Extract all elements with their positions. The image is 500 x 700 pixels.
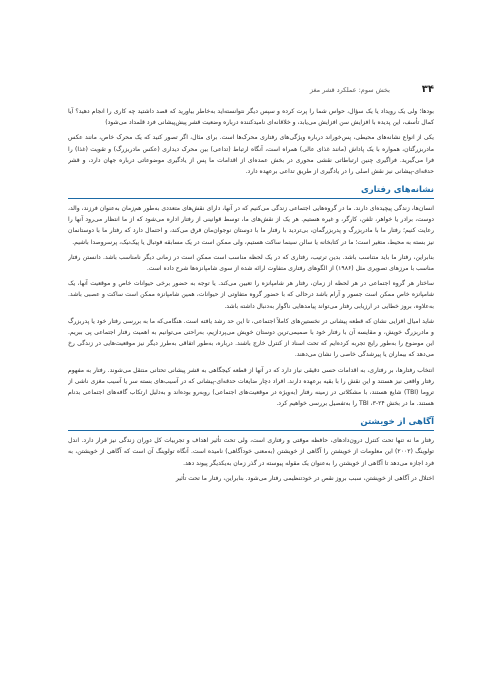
paragraph: اختلال در آگاهی از خویشتن، سبب بروز نقص در خودتنظیمی رفتار می‌شود. بنابراین، رفتار ما تحت تأثیر [175,474,434,482]
paragraph: رفتار ما نه تنها تحت کنترل درون‌دادهای، حافظه موقتی و رفتاری است، ولی تحت تأثیر اهداف و تجربیات کل دوران زندگی نیز قرار دارد. اندل تولوینگ (۲۰۰۲) این معلومات از خویشتن را آگاهی از خویشتن (به‌معنی خودآگاهی) نامیده است. آنگاه تولوینگ آن است که آگاهی از خویشتن، به فرد اجازه می‌دهد تا آگاهی از خویشتن را به‌عنوان یک مقوله پیوسته در گذر زمان به‌یکدیگر پیوند دهد. [68,437,434,467]
section-heading-self-awareness [68,417,434,431]
paragraph: انسان‌ها، زندگی پیچیده‌ای دارند. ما در گروه‌هایی اجتماعی زندگی می‌کنیم که در آنها، دارای نقش‌های متعددی به‌طور هم‌زمان به‌عنوان فرزند، والد، دوست، برادر یا خواهر، تلفن، کارگر، و غیره هستیم. هر یک از نقش‌های ما، توسط قوانینی از رفتار اداره می‌شود که از ما انتظار می‌رود آنها را رعایت کنیم؛ رفتار ما با مادربزرگ و پدربزرگمان، بی‌تردید با رفتار ما با دوستان نوجوان‌مان فرق می‌کند، و احتمال دارد که رفتار ما با دوستانمان نیز بسته به محیط، متغیر است؛ ما در کتابخانه یا سالن سینما ساکت هستیم، ولی ممکن است در یک مسابقه فوتبال یا پیک‌نیک، پرسروصدا باشیم. [68,205,434,246]
section-heading-behavioral-cues [68,185,434,199]
paragraph: شاید امیال افزایی نشان که قطعه پیشانی در نخستین‌های کاملاً اجتماعی، تا این حد رشد یافته است. هنگامی‌که ما به بررسی رفتار خود یا پدربزرگ و مادربزرگ خویش، و مقایسه آن با رفتار خود با صمیمی‌ترین دوستان خویش می‌پردازیم، به‌راحتی می‌توانیم به اهمیت رفتار اجتماعی پی ببریم. این موضوع را به‌طور رایج تجربه کرده‌ایم که تحت اسناد از کنترل خارج باشند. درباره، به‌طور اتفاقی به‌طرز دیگر نیز موقعیت‌هایی در زندگی رخ می‌دهد که بیماران یا پیرشدگی خاصی را نشان می‌دهند. [68,317,434,359]
paragraph: بنابراین، رفتار ما باید متناسب باشد. بدین ترتیب، رفتاری که در یک لحظه مناسب است ممکن است در زمانی دیگر نامناسب باشد. دانستن رفتار مناسب با مرزهای تصویری مثل (۱۹۸۶) از الگوهای رفتاری متفاوت ارائه شده از سوی شامپانزه‌ها شرح داده است. [68,253,434,273]
page-body [68,84,434,684]
paragraph: بودها؛ ولی یک رویداد یا یک سؤال، حواس شما را پرت کرده و سپس دیگر نتوانسته‌اید به‌خاطر بیاورید که قصد داشتید چه کاری را انجام دهید؟ آیا کمال تأسف، این پدیده با افزایش سن افزایش می‌یابد، و خلاقانه‌ای نامیدکننده درباره وضعیت قشر پیش‌پیشانی فرد قلمداد می‌شود) [68,108,434,127]
main-text [68,106,434,488]
page-number: ۳۴ [421,84,434,95]
heading-rule [68,430,434,431]
paragraph: یکی از انواع نشانه‌های محیطی، پس‌خوراند درباره ویژگی‌های رفتاری محرک‌ها است. برای مثال، اگر تصور کنید که یک محرک خاص، مانند عکس مادربزرگتان، همواره با یک پاداش (مانند غذای عالی) همراه است، آنگاه ارتباط (تداعی) بین محرک دیداری (عکس مادربزرگ) و تقویت (غذا) را فرا می‌گیرید. فراگیری چنین ارتباطاتی نقشی محوری در بخش عمده‌ای از اقدامات ما پس از یادگیری موضوعاتی درباره جهان دارد، و قشر حدقه‌ای-پیشانی نیز نقش اصلی را در یادگیری از طریق تداعی برعهده دارد. [68,134,434,176]
heading-rule [68,198,434,199]
paragraph: انتخاب رفتارها، بر رفتاری، به اقدامات حسی دقیقی نیاز دارد که در آنها از قطعه کیجگاهی به قشر پیشانی تحتانی منتقل می‌شوند. رفتار به مفهوم رفتار واقعی نیز هستند و این نقش را با بقیه برعهده دارند. افراد دچار ضایعات حدقه‌ای-پیشانی که در آسیب‌های بسته سر یا آسیب مغزی ناشی از تروما (TBI) شایع هستند، با مشکلاتی در زمینه رفتار (به‌ویژه در موقعیت‌های اجتماعی) روبه‌رو بوده‌اند و به‌دلیل ارتکاب گافه‌های اجتماعی بدنام هستند. ما در بخش ۲۴-۳، TBI را به‌تفصیل بررسی خواهیم کرد. [68,366,434,408]
running-head: بخش سوم: عملکرد قشر مغز [309,86,390,94]
section-heading-text: نشانه‌های رفتاری [360,185,434,196]
section-heading-text: آگاهی از خویشتن [360,417,434,428]
paragraph: ساختار هر گروه اجتماعی در هر لحظه از زمان، رفتار هر شامپانزه را تعیین می‌کند. یا توجه به حضور برخی حیوانات خاص و موقعیت آنها، یک شامپانزه خاص ممکن است جسور و آرام باشد درحالی که با حضور گروه متفاوتی از حیوانات، همین شامپانزه ممکن است ساکت و عصبی باشد. به‌علاوه، بروز خطایی در ارزیابی رفتار می‌تواند پیامدهایی ناگوار به‌دنبال داشته باشد. [68,280,434,310]
